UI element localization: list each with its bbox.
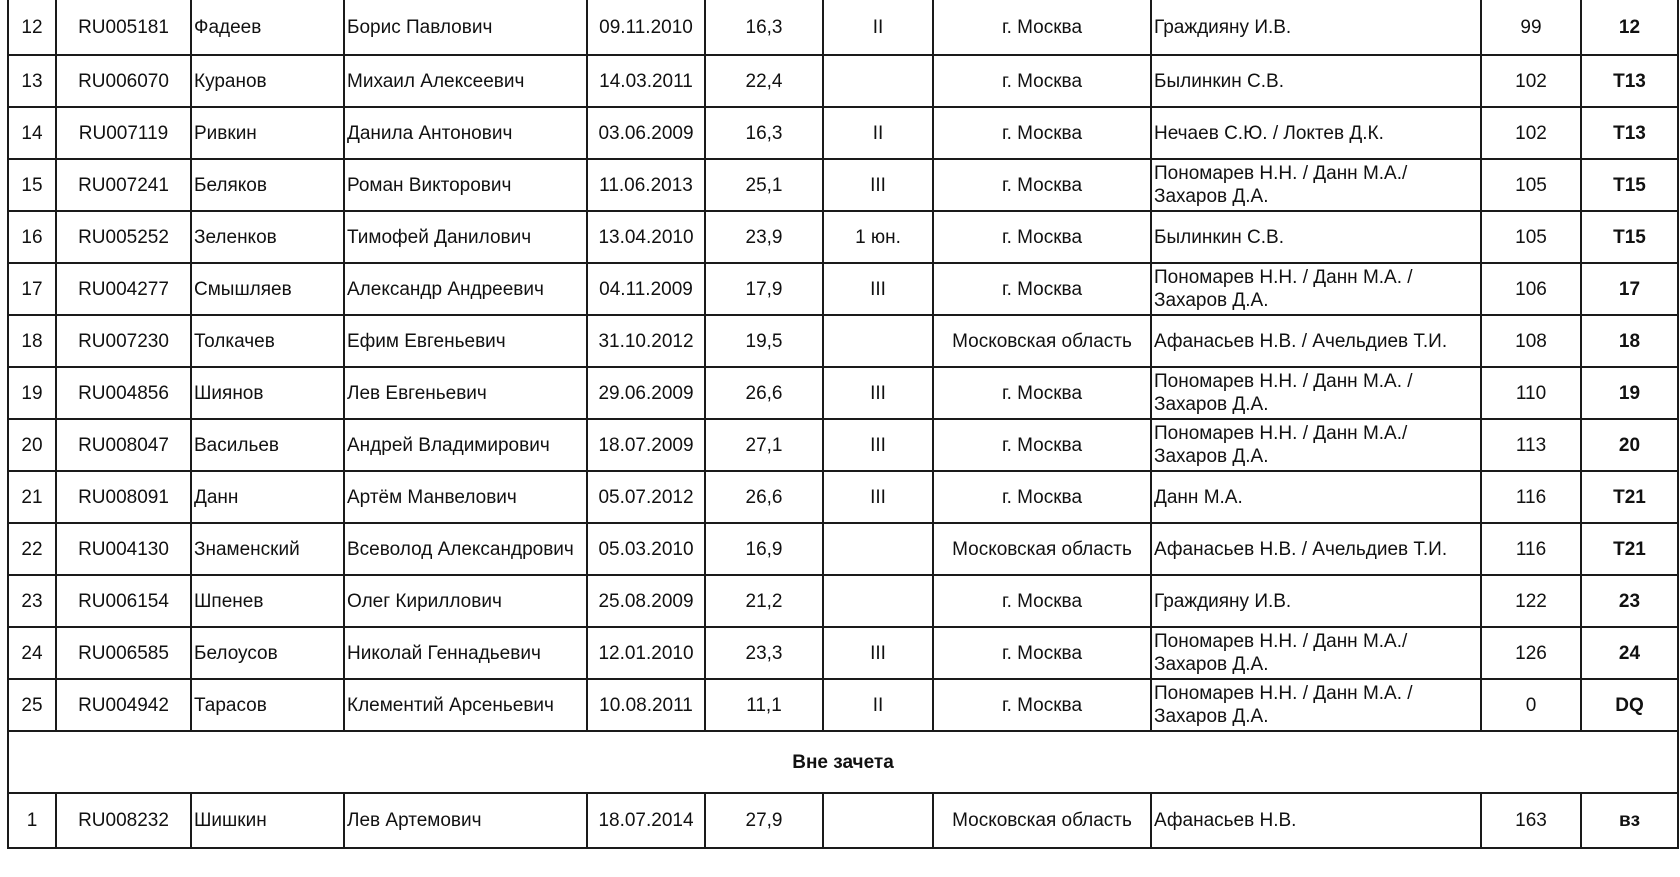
- cell-rank: III: [823, 367, 933, 419]
- cell-birth-date: 18.07.2009: [587, 419, 705, 471]
- cell-birth-date: 31.10.2012: [587, 315, 705, 367]
- table-row: [8, 211, 1678, 263]
- cell-player-id: RU007230: [56, 315, 191, 367]
- cell-result: 12: [1581, 0, 1678, 55]
- cell-surname: Куранов: [191, 55, 344, 107]
- cell-player-id: RU008091: [56, 471, 191, 523]
- cell-given-name: Андрей Владимирович: [344, 419, 587, 471]
- cell-result: Т21: [1581, 523, 1678, 575]
- results-table: [7, 0, 1679, 849]
- cell-birth-date: 14.03.2011: [587, 55, 705, 107]
- cell-rating: 16,3: [705, 107, 823, 159]
- cell-given-name: Александр Андреевич: [344, 263, 587, 315]
- cell-place: 22: [8, 523, 56, 575]
- cell-result: 23: [1581, 575, 1678, 627]
- cell-rank: [823, 575, 933, 627]
- cell-rating: 19,5: [705, 315, 823, 367]
- cell-rating: 11,1: [705, 679, 823, 731]
- cell-surname: Знаменский: [191, 523, 344, 575]
- cell-rating: 17,9: [705, 263, 823, 315]
- cell-given-name: Данила Антонович: [344, 107, 587, 159]
- cell-place: 20: [8, 419, 56, 471]
- cell-given-name: Борис Павлович: [344, 0, 587, 55]
- section-title: Вне зачета: [8, 731, 1678, 793]
- cell-region: г. Москва: [933, 159, 1151, 211]
- cell-coach: Афанасьев Н.В. / Ачельдиев Т.И.: [1151, 523, 1481, 575]
- cell-rank: [823, 315, 933, 367]
- cell-rank: III: [823, 159, 933, 211]
- cell-score: 108: [1481, 315, 1581, 367]
- cell-score: 99: [1481, 0, 1581, 55]
- cell-place: 17: [8, 263, 56, 315]
- table-row: [8, 679, 1678, 731]
- cell-rating: 26,6: [705, 367, 823, 419]
- cell-result: Т13: [1581, 55, 1678, 107]
- cell-result: Т13: [1581, 107, 1678, 159]
- cell-place: 23: [8, 575, 56, 627]
- cell-surname: Тарасов: [191, 679, 344, 731]
- cell-place: 19: [8, 367, 56, 419]
- cell-player-id: RU007241: [56, 159, 191, 211]
- cell-rank: III: [823, 263, 933, 315]
- section-header-row: [8, 731, 1678, 793]
- cell-coach: Пономарев Н.Н. / Данн М.А. / Захаров Д.А.: [1151, 263, 1481, 315]
- cell-score: 122: [1481, 575, 1581, 627]
- cell-surname: Васильев: [191, 419, 344, 471]
- cell-birth-date: 10.08.2011: [587, 679, 705, 731]
- cell-surname: Фадеев: [191, 0, 344, 55]
- cell-rank: II: [823, 0, 933, 55]
- cell-coach: Былинкин С.В.: [1151, 211, 1481, 263]
- cell-given-name: Лев Евгеньевич: [344, 367, 587, 419]
- cell-surname: Толкачев: [191, 315, 344, 367]
- table-row: [8, 315, 1678, 367]
- cell-rating: 16,3: [705, 0, 823, 55]
- cell-result: 17: [1581, 263, 1678, 315]
- cell-coach: Былинкин С.В.: [1151, 55, 1481, 107]
- cell-birth-date: 09.11.2010: [587, 0, 705, 55]
- cell-given-name: Артём Манвелович: [344, 471, 587, 523]
- cell-player-id: RU004277: [56, 263, 191, 315]
- cell-place: 21: [8, 471, 56, 523]
- cell-score: 113: [1481, 419, 1581, 471]
- table-row: [8, 367, 1678, 419]
- cell-region: Московская область: [933, 523, 1151, 575]
- cell-place: 14: [8, 107, 56, 159]
- cell-score: 116: [1481, 523, 1581, 575]
- table-row: [8, 793, 1678, 848]
- cell-rating: 26,6: [705, 471, 823, 523]
- cell-score: 116: [1481, 471, 1581, 523]
- cell-rating: 21,2: [705, 575, 823, 627]
- cell-birth-date: 12.01.2010: [587, 627, 705, 679]
- cell-birth-date: 04.11.2009: [587, 263, 705, 315]
- table-row: [8, 159, 1678, 211]
- cell-given-name: Всеволод Александрович: [344, 523, 587, 575]
- cell-coach: Пономарев Н.Н. / Данн М.А./ Захаров Д.А.: [1151, 419, 1481, 471]
- cell-player-id: RU004856: [56, 367, 191, 419]
- cell-given-name: Олег Кириллович: [344, 575, 587, 627]
- cell-surname: Шишкин: [191, 793, 344, 848]
- cell-region: Московская область: [933, 793, 1151, 848]
- cell-score: 110: [1481, 367, 1581, 419]
- cell-region: г. Москва: [933, 419, 1151, 471]
- cell-rank: [823, 793, 933, 848]
- cell-result: вз: [1581, 793, 1678, 848]
- cell-player-id: RU007119: [56, 107, 191, 159]
- cell-region: г. Москва: [933, 575, 1151, 627]
- table-row: [8, 107, 1678, 159]
- cell-result: 18: [1581, 315, 1678, 367]
- cell-score: 102: [1481, 107, 1581, 159]
- cell-birth-date: 13.04.2010: [587, 211, 705, 263]
- table-row: [8, 471, 1678, 523]
- cell-region: г. Москва: [933, 471, 1151, 523]
- cell-place: 12: [8, 0, 56, 55]
- cell-player-id: RU006154: [56, 575, 191, 627]
- cell-place: 15: [8, 159, 56, 211]
- cell-given-name: Лев Артемович: [344, 793, 587, 848]
- cell-result: 24: [1581, 627, 1678, 679]
- cell-birth-date: 29.06.2009: [587, 367, 705, 419]
- cell-region: г. Москва: [933, 367, 1151, 419]
- cell-region: г. Москва: [933, 263, 1151, 315]
- cell-given-name: Николай Геннадьевич: [344, 627, 587, 679]
- cell-rating: 23,9: [705, 211, 823, 263]
- table-row: [8, 523, 1678, 575]
- cell-birth-date: 25.08.2009: [587, 575, 705, 627]
- cell-rank: III: [823, 627, 933, 679]
- cell-score: 0: [1481, 679, 1581, 731]
- cell-coach: Афанасьев Н.В. / Ачельдиев Т.И.: [1151, 315, 1481, 367]
- cell-player-id: RU008232: [56, 793, 191, 848]
- cell-rank: II: [823, 679, 933, 731]
- cell-place: 1: [8, 793, 56, 848]
- cell-region: г. Москва: [933, 55, 1151, 107]
- cell-score: 105: [1481, 159, 1581, 211]
- cell-given-name: Тимофей Данилович: [344, 211, 587, 263]
- table-row: [8, 627, 1678, 679]
- cell-result: 20: [1581, 419, 1678, 471]
- cell-given-name: Роман Викторович: [344, 159, 587, 211]
- cell-rank: II: [823, 107, 933, 159]
- cell-coach: Нечаев С.Ю. / Локтев Д.К.: [1151, 107, 1481, 159]
- table-row: [8, 0, 1678, 55]
- cell-player-id: RU005181: [56, 0, 191, 55]
- cell-birth-date: 11.06.2013: [587, 159, 705, 211]
- cell-coach: Граждияну И.В.: [1151, 0, 1481, 55]
- cell-player-id: RU006585: [56, 627, 191, 679]
- cell-rank: 1 юн.: [823, 211, 933, 263]
- cell-rank: III: [823, 471, 933, 523]
- cell-region: г. Москва: [933, 211, 1151, 263]
- cell-result: DQ: [1581, 679, 1678, 731]
- cell-player-id: RU005252: [56, 211, 191, 263]
- cell-place: 18: [8, 315, 56, 367]
- cell-rating: 22,4: [705, 55, 823, 107]
- cell-place: 13: [8, 55, 56, 107]
- table-row: [8, 575, 1678, 627]
- cell-coach: Пономарев Н.Н. / Данн М.А./ Захаров Д.А.: [1151, 627, 1481, 679]
- cell-region: г. Москва: [933, 0, 1151, 55]
- cell-rank: [823, 523, 933, 575]
- cell-rank: III: [823, 419, 933, 471]
- cell-place: 16: [8, 211, 56, 263]
- cell-rating: 16,9: [705, 523, 823, 575]
- cell-coach: Граждияну И.В.: [1151, 575, 1481, 627]
- cell-surname: Беляков: [191, 159, 344, 211]
- cell-rank: [823, 55, 933, 107]
- cell-birth-date: 03.06.2009: [587, 107, 705, 159]
- cell-region: Московская область: [933, 315, 1151, 367]
- cell-score: 102: [1481, 55, 1581, 107]
- cell-coach: Пономарев Н.Н. / Данн М.А. / Захаров Д.А.: [1151, 679, 1481, 731]
- cell-surname: Шпенев: [191, 575, 344, 627]
- cell-coach: Пономарев Н.Н. / Данн М.А. / Захаров Д.А.: [1151, 367, 1481, 419]
- table-row: [8, 263, 1678, 315]
- table-row: [8, 55, 1678, 107]
- cell-given-name: Ефим Евгеньевич: [344, 315, 587, 367]
- cell-birth-date: 05.07.2012: [587, 471, 705, 523]
- cell-coach: Данн М.А.: [1151, 471, 1481, 523]
- cell-region: г. Москва: [933, 627, 1151, 679]
- cell-region: г. Москва: [933, 107, 1151, 159]
- cell-rating: 25,1: [705, 159, 823, 211]
- cell-score: 105: [1481, 211, 1581, 263]
- cell-place: 25: [8, 679, 56, 731]
- cell-surname: Шиянов: [191, 367, 344, 419]
- cell-surname: Ривкин: [191, 107, 344, 159]
- cell-rating: 27,1: [705, 419, 823, 471]
- cell-coach: Пономарев Н.Н. / Данн М.А./ Захаров Д.А.: [1151, 159, 1481, 211]
- cell-given-name: Клементий Арсеньевич: [344, 679, 587, 731]
- table-row: [8, 419, 1678, 471]
- cell-rating: 23,3: [705, 627, 823, 679]
- cell-player-id: RU004130: [56, 523, 191, 575]
- cell-surname: Смышляев: [191, 263, 344, 315]
- cell-score: 163: [1481, 793, 1581, 848]
- cell-given-name: Михаил Алексеевич: [344, 55, 587, 107]
- cell-rating: 27,9: [705, 793, 823, 848]
- cell-place: 24: [8, 627, 56, 679]
- cell-player-id: RU006070: [56, 55, 191, 107]
- cell-player-id: RU004942: [56, 679, 191, 731]
- cell-coach: Афанасьев Н.В.: [1151, 793, 1481, 848]
- cell-birth-date: 18.07.2014: [587, 793, 705, 848]
- cell-result: 19: [1581, 367, 1678, 419]
- cell-score: 106: [1481, 263, 1581, 315]
- cell-result: Т15: [1581, 211, 1678, 263]
- cell-region: г. Москва: [933, 679, 1151, 731]
- cell-surname: Зеленков: [191, 211, 344, 263]
- cell-surname: Данн: [191, 471, 344, 523]
- cell-result: Т21: [1581, 471, 1678, 523]
- cell-player-id: RU008047: [56, 419, 191, 471]
- cell-score: 126: [1481, 627, 1581, 679]
- cell-result: Т15: [1581, 159, 1678, 211]
- cell-surname: Белоусов: [191, 627, 344, 679]
- cell-birth-date: 05.03.2010: [587, 523, 705, 575]
